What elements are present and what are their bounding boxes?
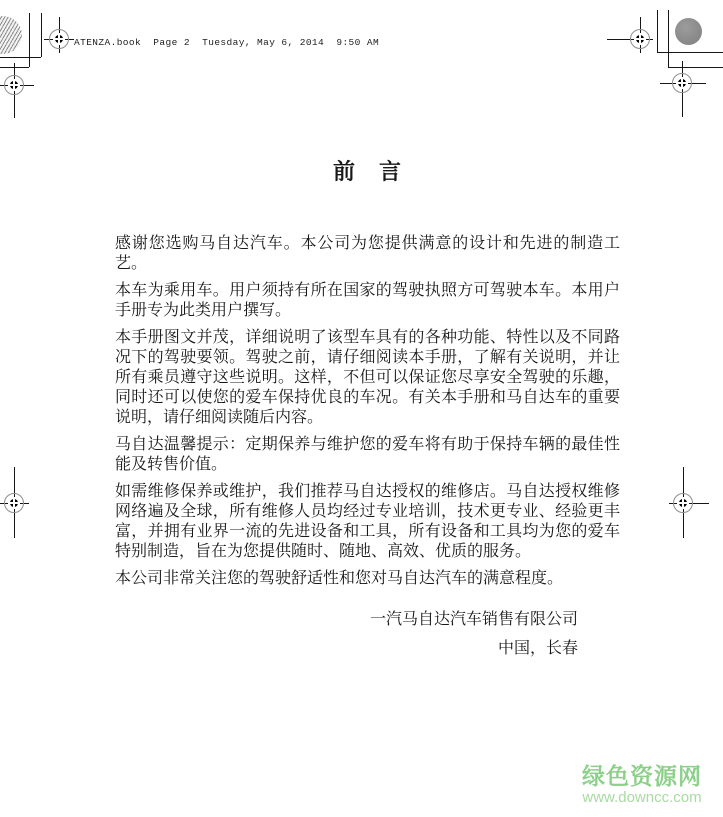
crop-mark-line — [668, 10, 669, 67]
page-title: 前 言 — [332, 159, 402, 184]
crop-mark-line — [668, 67, 723, 68]
site-watermark — [582, 764, 702, 806]
paragraph-passenger-car: 本车为乘用车。用户须持有所在国家的驾驶执照方可驾驶本车。本用户手册专为此类用户撰写。 — [115, 282, 620, 319]
paragraph-maintenance-tip: 马自达温馨提示：定期保养与维护您的爱车将有助于保持车辆的最佳性能及转售价值。 — [115, 436, 620, 473]
crop-mark-line — [0, 57, 41, 58]
crop-mark-line — [657, 52, 723, 53]
gray-circle-icon — [675, 18, 702, 45]
signature-block — [115, 605, 620, 663]
crop-mark-line — [657, 10, 658, 52]
crop-mark-line — [29, 13, 30, 67]
paragraph-thanks: 感谢您选购马自达汽车。本公司为您提供满意的设计和先进的制造工艺。 — [115, 235, 620, 272]
crop-mark-line — [41, 13, 42, 57]
paragraph-authorized-service: 如需维修保养或维护，我们推荐马自达授权的维修店。马自达授权维修网络遍及全球，所有维修人员均经过专业培训，技术更专业、经验更丰富，并拥有业界一流的先进设备和工具，所有设备和工具均为您的爱车特别制造，旨在为您提供随时、随地、高效、优质的服务。 — [115, 483, 620, 560]
document-header-line: ATENZA.book Page 2 Tuesday, May 6, 2014 9:50 AM — [74, 37, 380, 48]
watermark-site-name: 绿色资源网 — [582, 763, 702, 789]
watermark-site-url: www.downcc.com — [582, 789, 702, 806]
preface-content — [115, 160, 620, 663]
paragraph-manual-description: 本手册图文并茂，详细说明了该型车具有的各种功能、特性以及不同路况下的驾驶要领。驾驶之前，请仔细阅读本手册，了解有关说明，并让所有乘员遵守这些说明。这样，不但可以保证您尽享安全驾驶的乐趣，同时还可以使您的爱车保持优良的车况。有关本手册和马自达车的重要说明，请仔细阅读随后内容。 — [115, 329, 620, 426]
signature-location: 中国，长春 — [497, 640, 578, 657]
signature-company: 一汽马自达汽车销售有限公司 — [369, 611, 578, 628]
hatched-circle-icon — [0, 16, 22, 54]
paragraph-satisfaction: 本公司非常关注您的驾驶舒适性和您对马自达汽车的满意程度。 — [115, 570, 564, 587]
